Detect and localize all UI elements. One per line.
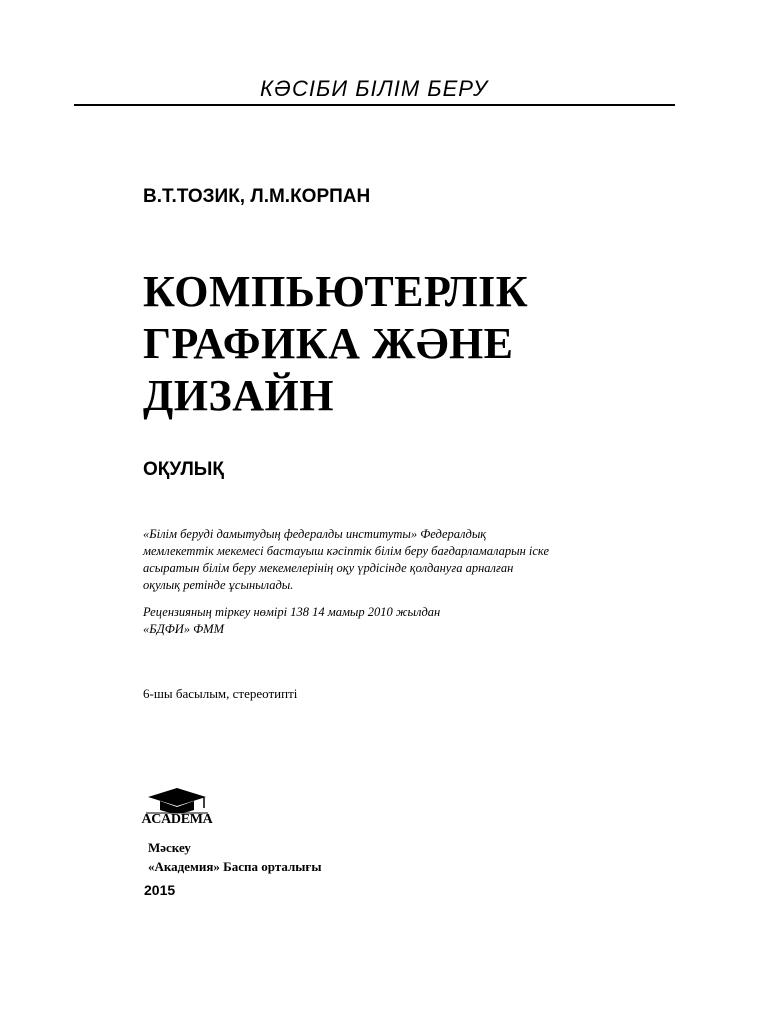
header-rule <box>74 104 675 106</box>
publisher-info <box>148 838 321 876</box>
approval-statement <box>143 526 633 594</box>
series-name: КӘСІБИ БІЛІМ БЕРУ <box>259 76 489 101</box>
publisher-city: Мәскеу <box>148 840 191 855</box>
registration-line: «БДФИ» ФММ <box>143 622 224 636</box>
logo-text: ACADEMA <box>141 812 213 827</box>
publisher-name: «Академия» Баспа орталығы <box>148 859 322 874</box>
publication-year: 2015 <box>144 882 176 898</box>
document-type: ОҚУЛЫҚ <box>143 459 225 480</box>
edition-note: 6-шы басылым, стереотипті <box>143 686 298 701</box>
registration-note <box>143 604 440 638</box>
title-line: ГРАФИКА ЖӘНЕ <box>143 319 514 368</box>
title-line: ДИЗАЙН <box>143 371 334 420</box>
authors: В.Т.ТОЗИК, Л.М.КОРПАН <box>143 186 371 207</box>
approval-line: мемлекеттік мекемесі бастауыш кәсіптік білім беру бағдарламаларын іске <box>143 544 550 558</box>
registration-line: Рецензияның тіркеу нөмірі 138 14 мамыр 2010 жылдан <box>143 605 441 619</box>
approval-line: асыратын білім беру мекемелерінің оқу үрдісінде қолдануға арналған <box>143 561 514 575</box>
book-title <box>143 266 703 422</box>
approval-line: оқулық ретінде ұсынылады. <box>143 578 294 592</box>
title-line: КОМПЬЮТЕРЛІК <box>143 267 529 316</box>
approval-line: «Білім беруді дамытудың федералды институты» Федералдық <box>143 527 487 541</box>
publisher-logo <box>138 786 216 832</box>
